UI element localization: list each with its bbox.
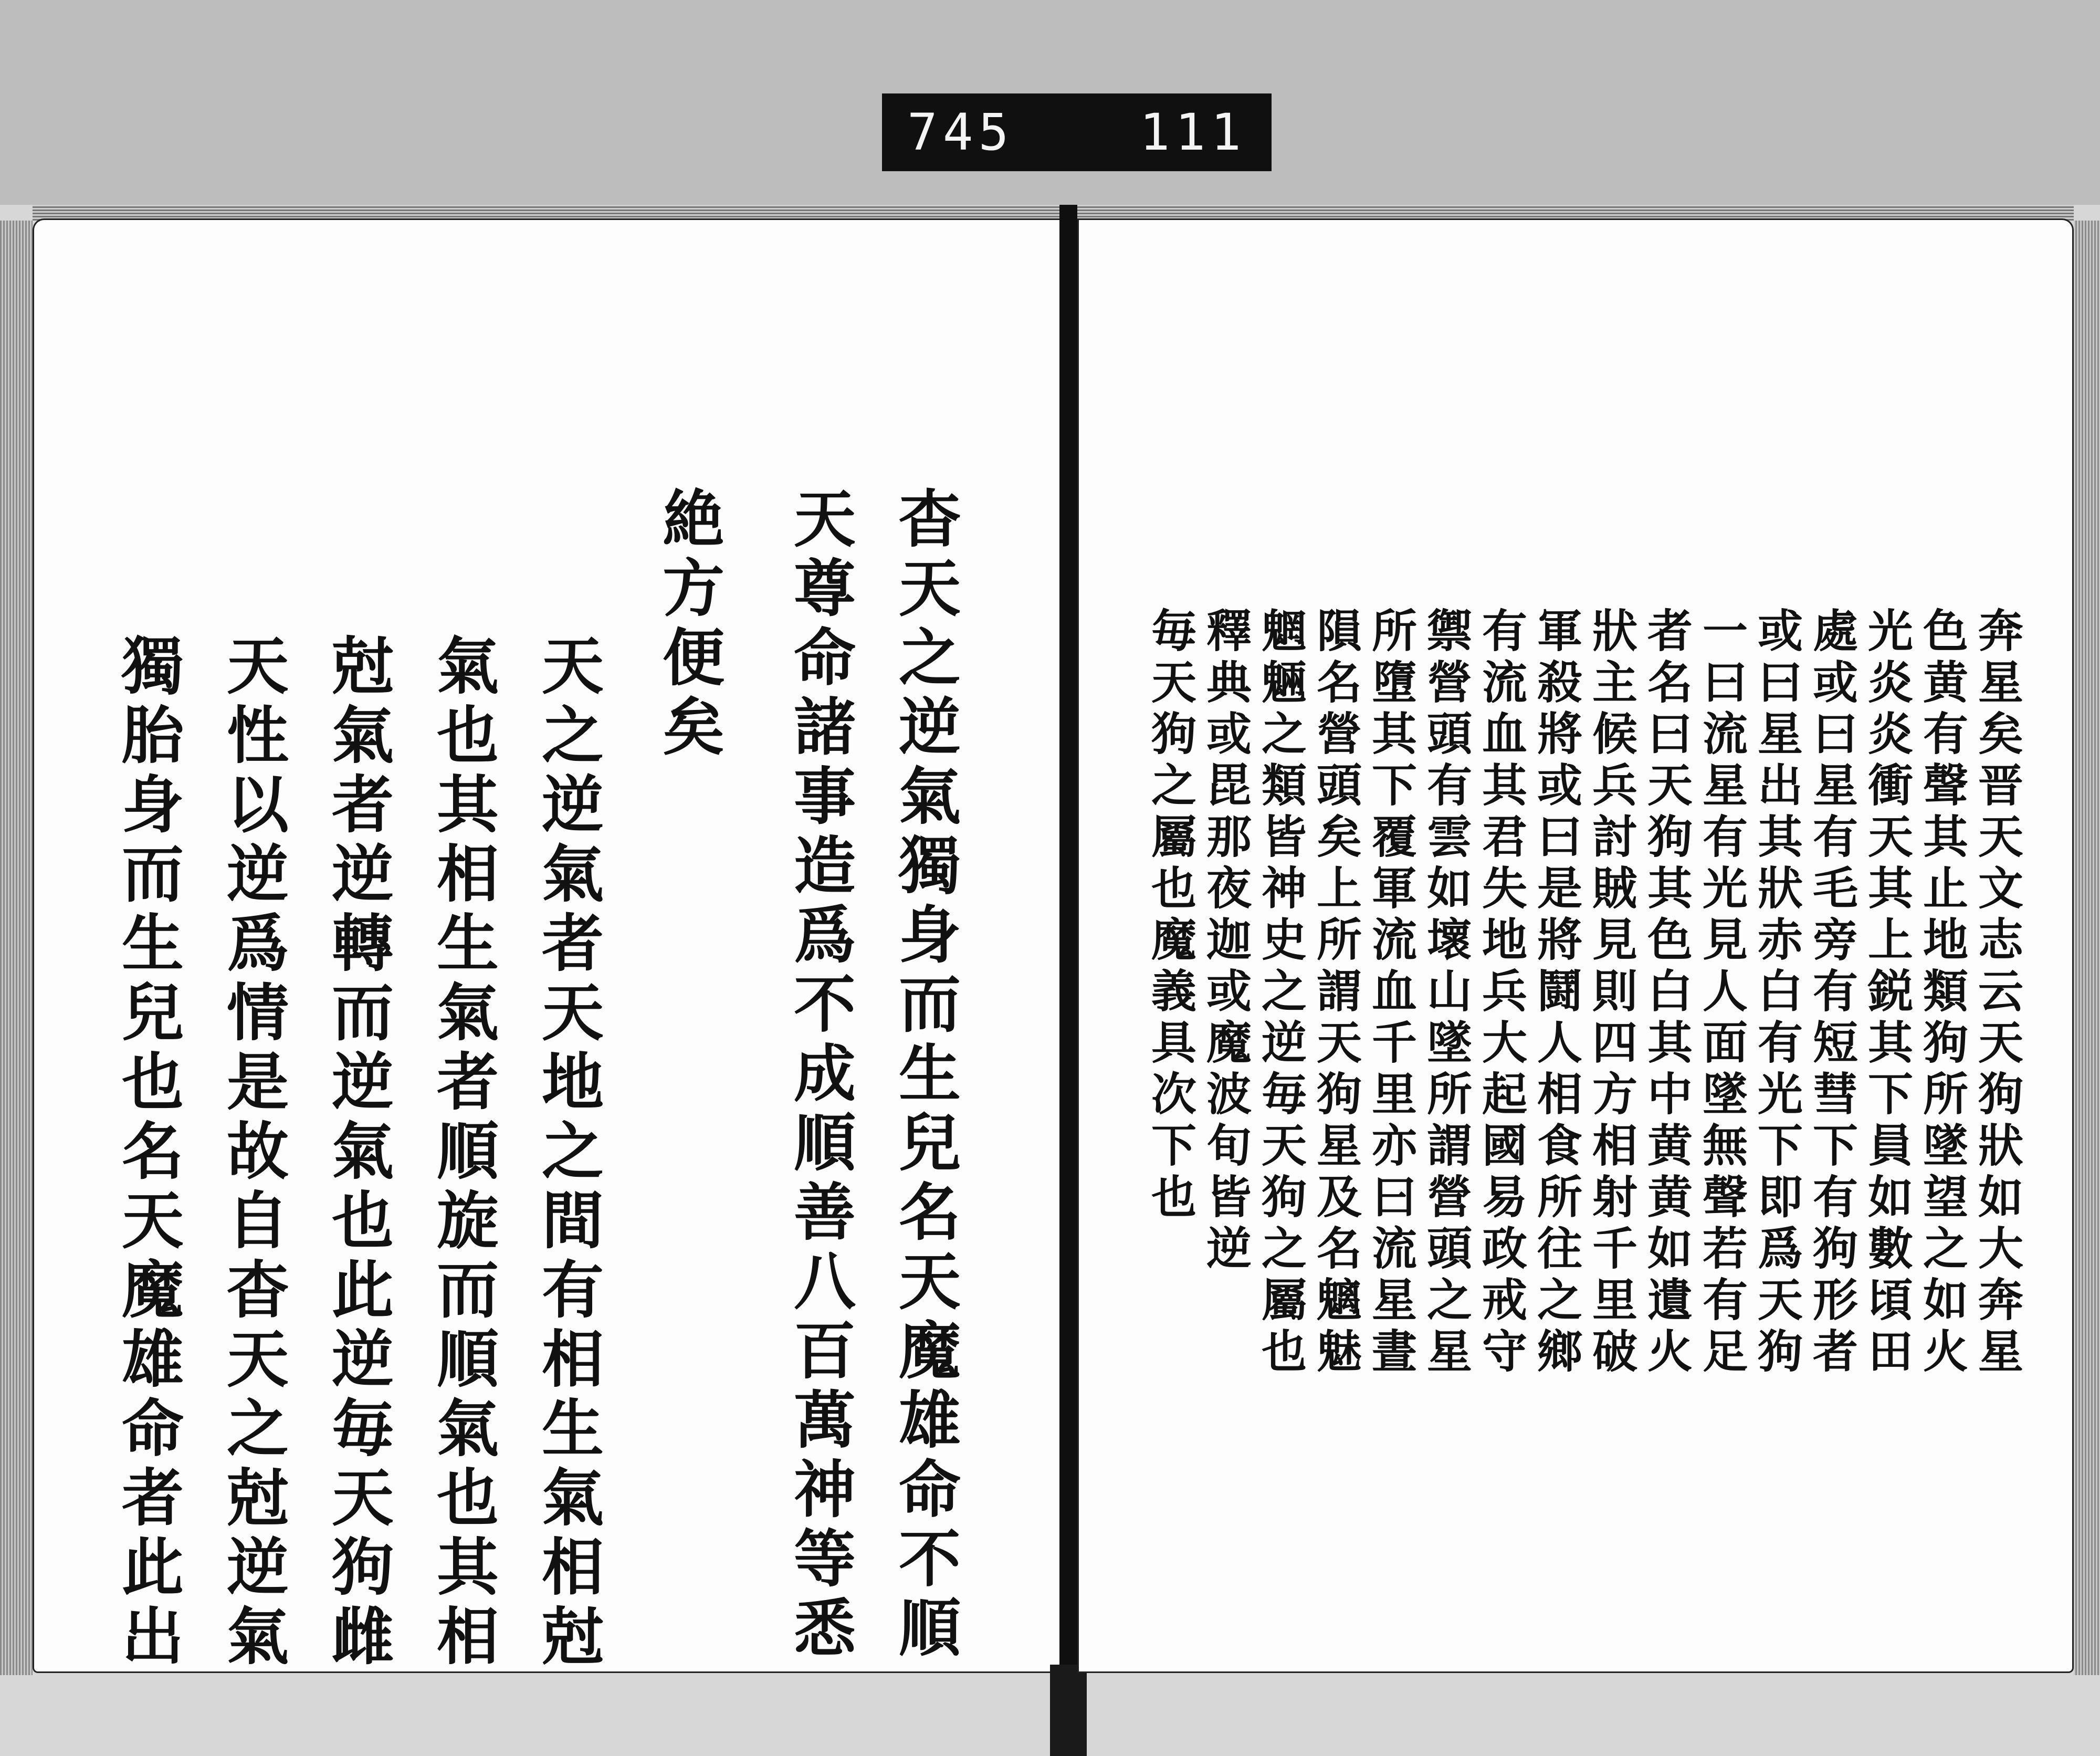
archive-label-strip [882, 93, 1272, 171]
right-column-6: 一曰流星有光見人面墜無聲若有足 [1695, 607, 1748, 1379]
left-page [33, 218, 1062, 1673]
left-column-8: 獨胎身而生兒也名天魔雄命者此出 [111, 633, 184, 1673]
right-column-2: 色黄有聲其止地類狗所墜望之如火 [1915, 607, 1968, 1379]
book-spine-bottom [1050, 1665, 1087, 1756]
left-column-5: 氣也其相生氣者順旋而順氣也其相 [426, 633, 499, 1673]
right-column-5: 或曰星出其狀赤白有光下即爲天狗 [1750, 607, 1803, 1379]
right-column-16: 毎天狗之屬也魔義具次下也 [1143, 607, 1196, 1225]
archive-number: 745 [907, 103, 1014, 162]
right-column-4: 處或曰星有毛旁有短彗下有狗形者 [1805, 607, 1858, 1379]
right-column-3: 光炎炎衝天其上鋭其下員如數頃田 [1860, 607, 1913, 1379]
right-page [1077, 218, 2074, 1673]
left-column-4: 天之逆氣者天地之間有相生氣相尅 [531, 633, 604, 1673]
page-number: 111 [1139, 103, 1246, 162]
book-spine [1059, 205, 1077, 1756]
book-right-edge [2074, 221, 2100, 1675]
left-column-7: 天性以逆爲情是故自杳天之尅逆氣 [216, 633, 289, 1673]
right-column-8: 狀主候兵討賊見則四方相射千里破 [1584, 607, 1637, 1379]
book-left-edge [0, 221, 33, 1675]
left-column-6: 尅氣者逆轉而逆氣也此逆毎天狗雌 [321, 633, 394, 1673]
left-column-1: 杳天之逆氣獨身而生兒名天魔雄命不順 [888, 486, 961, 1665]
right-column-7: 者名曰天狗其色白其中黄黄如遺火 [1640, 607, 1693, 1379]
right-column-12: 所墮其下覆軍流血千里亦曰流星晝 [1364, 607, 1417, 1379]
right-column-15: 釋典或毘那夜迦或魔波旬皆逆 [1199, 607, 1252, 1276]
right-column-1: 奔星矣晋天文志云天狗狀如大奔星 [1970, 607, 2023, 1379]
right-column-9: 軍殺將或曰是將鬪人相食所往之鄉 [1529, 607, 1582, 1379]
right-column-14: 魍魎之類皆神史之逆毎天狗之屬也 [1254, 607, 1307, 1379]
left-column-2: 天尊命諸事造爲不成順善八百萬神等悉 [783, 486, 856, 1665]
open-book [0, 205, 2100, 1756]
right-column-10: 有流血其君失地兵大起國易政戒守 [1474, 607, 1527, 1379]
right-column-13: 隕名營頭矣上所謂天狗星及名魑魅 [1309, 607, 1362, 1379]
right-column-11: 禦營頭有雲如壞山墜所謂營頭之星 [1419, 607, 1472, 1379]
left-column-3: 絶方便矣 [652, 486, 725, 764]
